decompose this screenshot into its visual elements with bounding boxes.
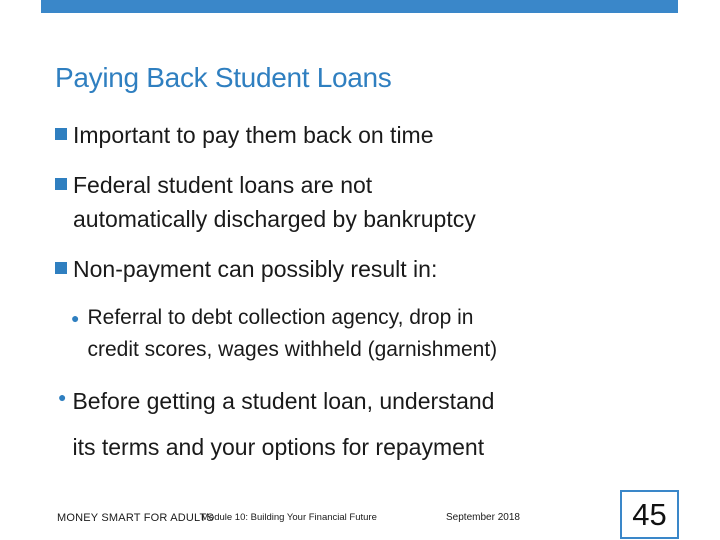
footer-date: September 2018 [446,512,520,523]
sub-bullet-text: Referral to debt collection agency, drop in credit scores, wages withheld (garnishment) [87,306,498,361]
footer-module: Module 10: Building Your Financial Future [201,512,377,523]
square-bullet-icon [55,128,67,140]
square-bullet-icon [55,262,67,274]
bullet-item [58,378,494,470]
square-bullet-icon [55,178,67,190]
sub-bullet-item [71,302,497,366]
top-accent-bar [41,0,678,13]
bullet-item [55,252,437,286]
bullet-item [55,118,434,152]
bullet-text: Before getting a student loan, understand its terms and your options for repayment [72,388,495,460]
slide-title: Paying Back Student Loans [55,62,392,93]
bullet-text: Federal student loans are not automatically discharged by bankruptcy [73,172,476,232]
bullet-text: Important to pay them back on time [73,122,434,148]
round-bullet-icon: ● [71,310,80,326]
bullet-item [55,168,476,236]
page-number: 45 [620,490,679,539]
footer-program: MONEY SMART FOR ADULTS [57,512,215,524]
bullet-text: Non-payment can possibly result in: [73,256,438,282]
round-bullet-icon: ● [58,389,67,405]
